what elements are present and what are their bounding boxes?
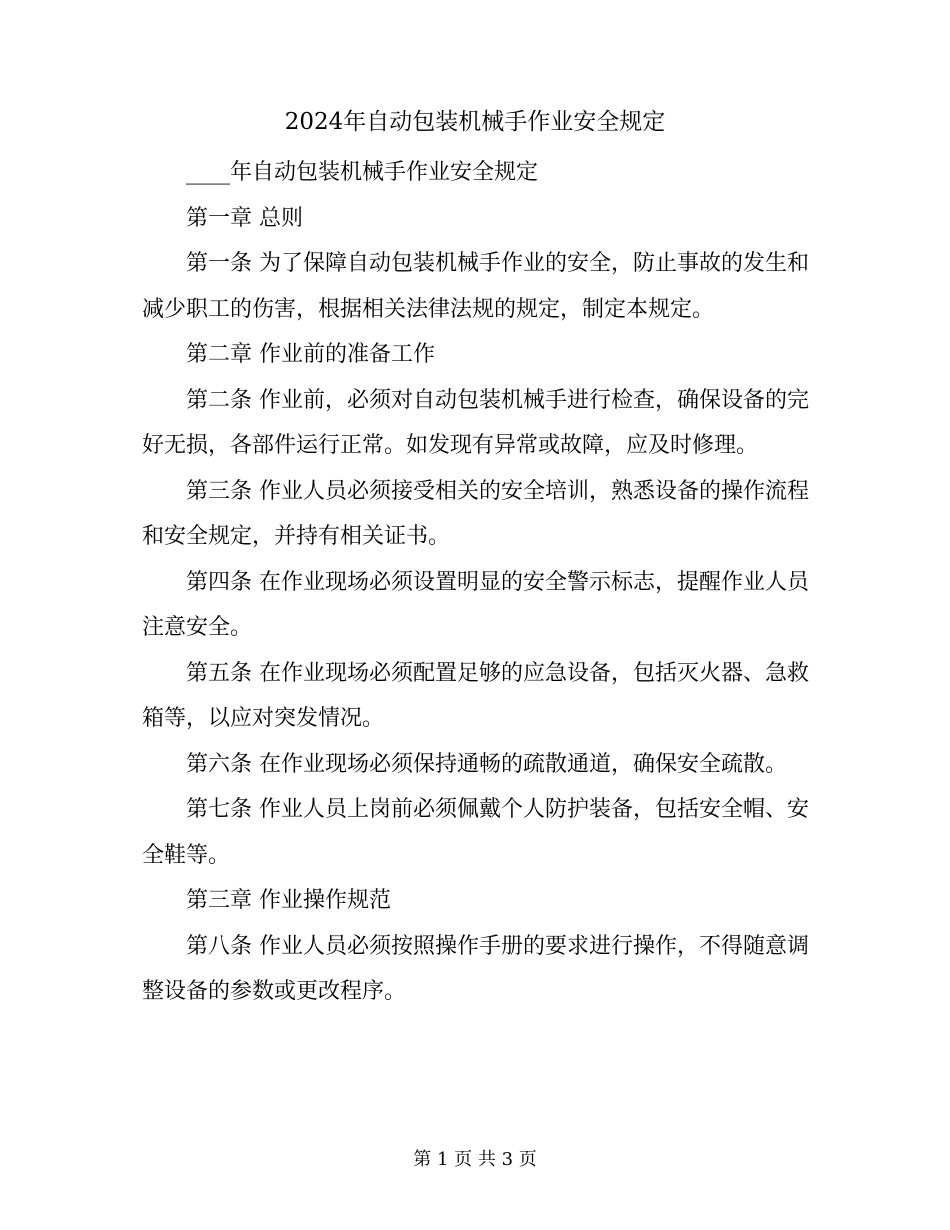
paragraph-subtitle: ____年自动包装机械手作业安全规定 [186, 160, 539, 185]
document-title: 2024年自动包装机械手作业安全规定 [284, 109, 666, 135]
chapter-3-heading: 第三章 作业操作规范 [186, 888, 391, 913]
chapter-2-heading: 第二章 作业前的准备工作 [186, 342, 435, 367]
article-5: 第五条 在作业现场必须配置足够的应急设备，包括灭火器、急救箱等，以应对突发情况。 [142, 660, 809, 731]
article-8: 第八条 作业人员必须按照操作手册的要求进行操作，不得随意调整设备的参数或更改程序。 [142, 933, 809, 1004]
article-2: 第二条 作业前，必须对自动包装机械手进行检查，确保设备的完好无损，各部件运行正常。如发现有异常或故障，应及时修理。 [142, 387, 809, 458]
article-1: 第一条 为了保障自动包装机械手作业的安全，防止事故的发生和减少职工的伤害，根据相关法律法规的规定，制定本规定。 [142, 251, 809, 322]
article-6: 第六条 在作业现场必须保持通畅的疏散通道，确保安全疏散。 [186, 751, 787, 777]
page-footer: 第 1 页 共 3 页 [413, 1149, 537, 1170]
article-4: 第四条 在作业现场必须设置明显的安全警示标志，提醒作业人员注意安全。 [142, 569, 809, 640]
article-7: 第七条 作业人员上岗前必须佩戴个人防护装备，包括安全帽、安全鞋等。 [142, 797, 809, 868]
document-body [142, 150, 810, 1015]
article-3: 第三条 作业人员必须接受相关的安全培训，熟悉设备的操作流程和安全规定，并持有相关证书。 [142, 478, 809, 549]
chapter-1-heading: 第一章 总则 [186, 205, 303, 231]
